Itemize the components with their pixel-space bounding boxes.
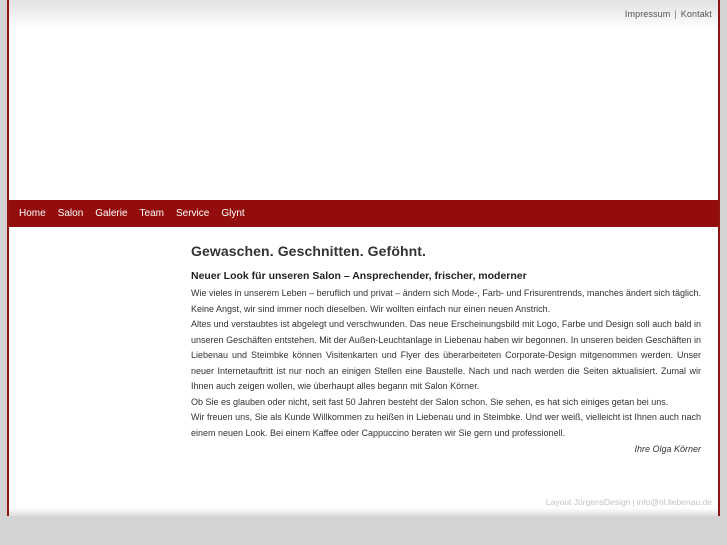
page-subtitle: Neuer Look für unseren Salon – Ansprechender, frischer, moderner: [191, 270, 527, 282]
utility-nav: [625, 9, 712, 19]
paragraph-intro: Wie vieles in unserem Leben – beruflich und privat – ändern sich Mode-, Farb- und Frisurentrends, manches ändert sich täglich. Keine Angst, wir sind immer noch dieselben. Wir wollten einfach nur einen neuen Anstrich.: [191, 288, 701, 314]
layout-credit: Layout JürgensDesign: [545, 497, 631, 507]
footer-separator: |: [632, 497, 635, 507]
bottom-gradient: [9, 508, 718, 516]
kontakt-link[interactable]: Kontakt: [680, 9, 712, 19]
nav-item-glynt[interactable]: Glynt: [221, 208, 245, 219]
nav-item-galerie[interactable]: Galerie: [95, 208, 128, 219]
nav-item-service[interactable]: Service: [175, 208, 210, 219]
main-nav: [9, 200, 718, 227]
nav-item-team[interactable]: Team: [139, 208, 164, 219]
nav-item-salon[interactable]: Salon: [57, 208, 84, 219]
top-gradient: [9, 0, 718, 30]
paragraph-redesign: Altes und verstaubtes ist abgelegt und verschwunden. Das neue Erscheinungsbild mit Logo, Farbe und Design soll auch bald in unseren Geschäften entstehen. Mit der Außen-Leuchtanlage in Liebenau haben wir begonnen. In unseren beiden Geschäften in Liebenau und Steimbke können Visitenkarten und Flyer des überarbeiteten Corporate-Design mitgenommen werden. Unser neuer Internetauftritt ist nur noch an einigen Stellen eine Baustelle. Nach und nach werden die Seiten aktualisiert. Zumal wir Ihnen auch zeigen wollen, wie überhaupt alles begann mit Salon Körner.: [191, 319, 701, 391]
main-content: [191, 243, 701, 457]
footer-credit: [546, 497, 712, 507]
footer-email-link[interactable]: info@nl.liebenau.de: [636, 497, 712, 507]
header-banner: [9, 30, 718, 200]
utility-nav-separator: |: [674, 9, 677, 19]
signature: Ihre Olga Körner: [634, 444, 701, 454]
paragraph-welcome: Wir freuen uns, Sie als Kunde Willkommen zu heißen in Liebenau und in Steimbke. Und wer weiß, vielleicht ist Ihnen auch nach einem neuen Look. Bei einem Kaffee oder Cappuccino beraten wir Sie gern und professionell.: [191, 412, 701, 438]
page-frame: [7, 0, 720, 516]
sidebar: [9, 227, 181, 497]
paragraph-history: Ob Sie es glauben oder nicht, seit fast 50 Jahren besteht der Salon schon. Sie sehen, es hat sich einiges getan bei uns.: [191, 396, 669, 407]
impressum-link[interactable]: Impressum: [624, 9, 671, 19]
page-title: Gewaschen. Geschnitten. Geföhnt.: [191, 243, 427, 259]
nav-item-home[interactable]: Home: [19, 208, 46, 219]
